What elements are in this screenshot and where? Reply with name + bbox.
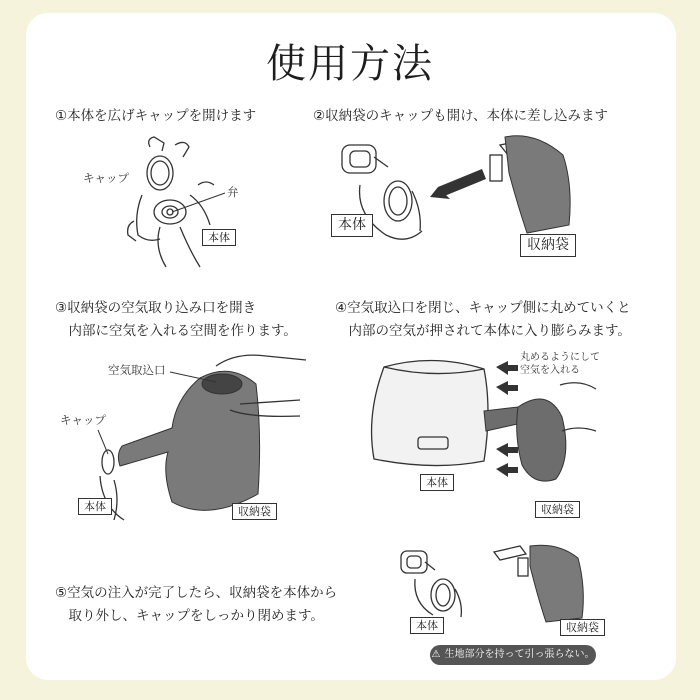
step-3-bag-tag: 収納袋 — [232, 503, 277, 520]
step-5-line-1: ⑤空気の注入が完了したら、収納袋を本体から — [55, 585, 338, 601]
step-4-line-2: 内部の空気が押されて本体に入り膨らみます。 — [335, 323, 631, 339]
step-4-text — [335, 297, 631, 343]
step-3-cap-label: キャップ — [60, 413, 106, 427]
step-1-cap-label: キャップ — [83, 171, 129, 185]
step-3-text — [55, 297, 297, 343]
step-4-line-1: ④空気取込口を閉じ、キャップ側に丸めていくと — [335, 300, 631, 316]
step-3-intake-label: 空気取込口 — [108, 363, 166, 377]
step-1-line-1: ①本体を広げキャップを開けます — [55, 108, 257, 124]
step-2-line-1: ②収納袋のキャップも開け、本体に差し込みます — [313, 108, 609, 124]
step-5-text — [55, 582, 337, 628]
warning-text: 生地部分を持って引っ張らない。 — [444, 649, 595, 660]
step-1-valve-label: 弁 — [227, 185, 239, 199]
step-3-line-1: ③収納袋の空気取り込み口を開き — [55, 300, 257, 316]
warning-badge — [430, 645, 596, 665]
step-5-body-illustration — [395, 545, 475, 620]
step-4-note-line-2: 空気を入れる — [520, 365, 580, 376]
step-1-illustration — [120, 135, 230, 275]
step-2-bag-tag: 収納袋 — [520, 234, 576, 257]
step-4-note-line-1: 丸めるようにして — [520, 352, 600, 363]
step-5-bag-tag: 収納袋 — [560, 619, 605, 636]
step-1-body-tag: 本体 — [202, 229, 236, 246]
step-2-body-tag: 本体 — [331, 214, 373, 237]
step-3-line-2: 内部に空気を入れる空間を作ります。 — [55, 323, 297, 339]
step-1-text — [55, 105, 256, 128]
step-5-body-tag: 本体 — [410, 617, 444, 634]
step-4-body-tag: 本体 — [420, 474, 454, 491]
step-2-text — [313, 105, 608, 128]
step-5-bag-illustration — [488, 540, 588, 620]
step-5-line-2: 取り外し、キャップをしっかり閉めます。 — [55, 608, 324, 624]
warning-icon: ⚠ — [431, 649, 441, 660]
step-3-body-tag: 本体 — [78, 498, 112, 515]
page-title: 使用方法 — [266, 41, 434, 87]
step-4-bag-tag: 収納袋 — [535, 501, 580, 518]
